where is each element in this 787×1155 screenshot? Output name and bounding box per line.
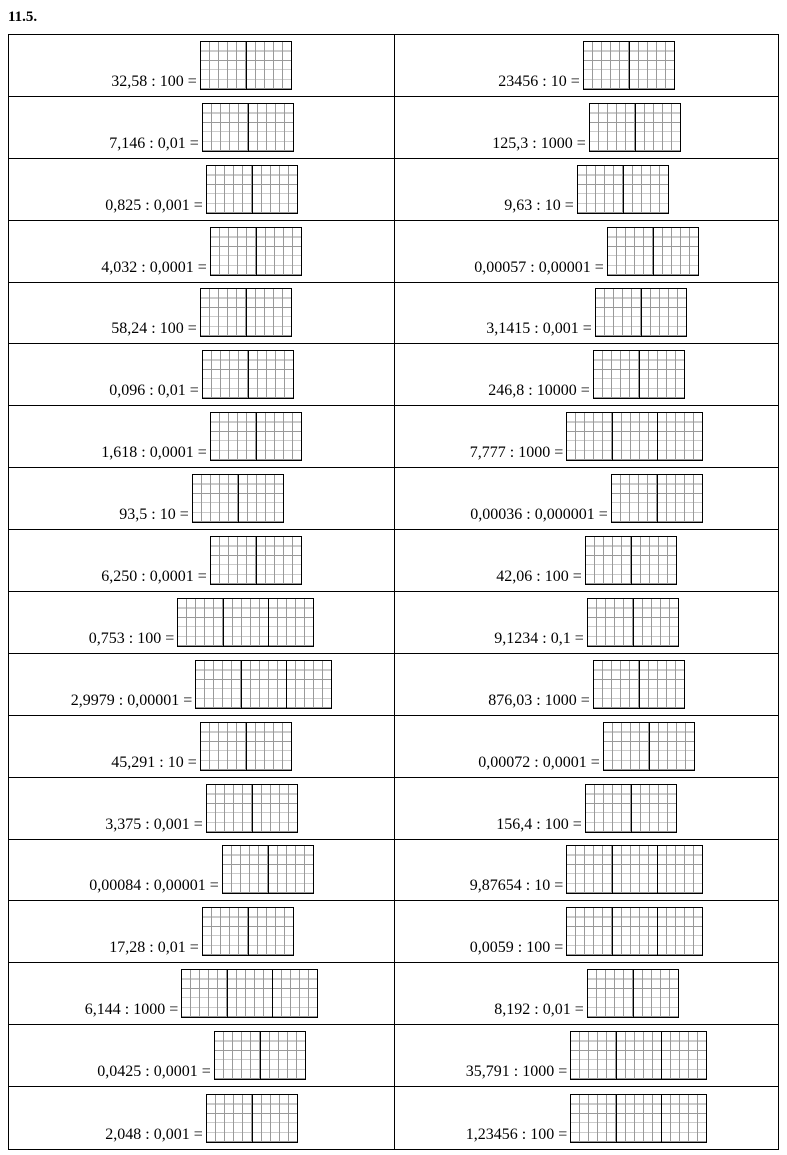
exercise-cell [395,963,778,1025]
exercise-item [466,1031,707,1080]
expression-text: 93,5 : 10 = [119,506,189,524]
exercise-item [105,1094,297,1143]
answer-grid-box[interactable] [222,845,314,894]
expression-text: 0,0425 : 0,0001 = [97,1063,211,1081]
expression-text: 35,791 : 1000 = [465,1063,568,1081]
answer-digit-group[interactable] [193,475,238,522]
exercise-item [498,41,674,90]
exercise-item [470,474,702,523]
exercise-cell [9,1025,395,1087]
answer-grid-box[interactable] [200,41,292,90]
answer-digit-group[interactable] [608,228,653,275]
answer-digit-group[interactable] [612,413,657,460]
answer-digit-group[interactable] [246,723,291,770]
answer-grid-box[interactable] [611,474,703,523]
answer-grid-box[interactable] [181,969,318,1018]
answer-digit-group[interactable] [256,228,301,275]
expression-text: 0,00084 : 0,00001 = [89,877,219,895]
expression-text: 7,146 : 0,01 = [109,134,199,152]
answer-digit-group[interactable] [584,42,629,89]
answer-digit-group[interactable] [661,1095,706,1142]
exercise-cell [395,1025,778,1087]
exercise-item [111,288,291,337]
answer-digit-group[interactable] [604,723,649,770]
answer-digit-group[interactable] [623,166,668,213]
exercise-cell [395,221,778,283]
exercise-item [488,350,684,399]
exercise-item [97,1031,305,1080]
answer-digit-group[interactable] [616,1095,661,1142]
exercise-cell [395,35,778,97]
answer-grid-box[interactable] [593,350,685,399]
answer-grid-box[interactable] [202,907,294,956]
answer-digit-group[interactable] [631,785,676,832]
exercise-item [492,103,680,152]
answer-grid-box[interactable] [210,412,302,461]
exercise-cell [9,592,395,654]
answer-digit-group[interactable] [246,289,291,336]
expression-text: 156,4 : 100 = [496,815,582,833]
answer-digit-group[interactable] [590,104,635,151]
expression-text: 246,8 : 10000 = [488,382,590,400]
expression-text: 6,250 : 0,0001 = [101,568,207,585]
answer-digit-group[interactable] [657,908,702,955]
exercise-item [488,660,684,709]
answer-grid-box[interactable] [206,165,298,214]
answer-digit-group[interactable] [203,908,248,955]
expression-text: 2,9979 : 0,00001 = [70,691,193,709]
expression-text: 0,0059 : 100 = [469,939,564,957]
exercise-item [109,350,293,399]
expression-text: 6,144 : 1000 = [84,1001,179,1019]
exercise-item [109,103,293,152]
expression-text: 32,58 : 100 = [111,72,197,90]
answer-digit-group[interactable] [578,166,623,213]
answer-digit-group[interactable] [201,723,246,770]
exercise-cell [395,530,778,592]
answer-digit-group[interactable] [661,1032,706,1079]
exercise-item [486,288,686,337]
answer-digit-group[interactable] [260,1032,305,1079]
exercise-cell [9,901,395,963]
expression-text: 0,00072 : 0,0001 = [478,753,600,771]
exercise-item [494,598,678,647]
answer-digit-group[interactable] [649,723,694,770]
answer-grid-box[interactable] [577,165,669,214]
answer-digit-group[interactable] [207,1095,252,1142]
answer-digit-group[interactable] [286,661,331,708]
answer-grid-box[interactable] [585,536,677,585]
expression-text: 58,24 : 100 = [111,320,197,338]
expression-text: 0,00057 : 0,00001 = [474,258,604,276]
answer-digit-group[interactable] [612,475,657,522]
answer-digit-group[interactable] [246,42,291,89]
answer-digit-group[interactable] [657,413,702,460]
answer-grid-box[interactable] [570,1094,707,1143]
answer-digit-group[interactable] [248,351,293,398]
exercise-cell [9,840,395,902]
exercise-item [105,784,297,833]
answer-grid-box[interactable] [214,1031,306,1080]
expression-text: 0,096 : 0,01 = [109,382,199,400]
expression-text: 0,753 : 100 = [88,629,175,647]
exercise-cell [9,716,395,778]
expression-text: 4,032 : 0,0001 = [101,258,207,276]
answer-digit-group[interactable] [196,661,241,708]
exercise-cell [9,344,395,406]
answer-grid-box[interactable] [587,969,679,1018]
answer-digit-group[interactable] [252,785,297,832]
expression-text: 9,1234 : 0,1 = [494,629,584,647]
answer-grid-box[interactable] [200,288,292,337]
answer-digit-group[interactable] [633,970,678,1017]
answer-digit-group[interactable] [211,228,256,275]
answer-grid-box[interactable] [589,103,681,152]
answer-digit-group[interactable] [633,599,678,646]
exercise-item [111,722,291,771]
answer-digit-group[interactable] [223,599,268,646]
exercise-item [71,660,332,709]
answer-digit-group[interactable] [201,42,246,89]
answer-digit-group[interactable] [567,908,612,955]
answer-grid-box[interactable] [200,722,292,771]
exercise-cell [395,1087,778,1149]
answer-digit-group[interactable] [211,537,256,584]
exercise-table [8,34,779,1150]
answer-grid-box[interactable] [566,907,703,956]
expression-text: 8,192 : 0,01 = [494,1001,584,1019]
exercise-cell [9,654,395,716]
answer-digit-group[interactable] [227,970,272,1017]
answer-digit-group[interactable] [586,785,631,832]
exercise-item [494,969,678,1018]
answer-grid-box[interactable] [206,1094,298,1143]
answer-digit-group[interactable] [215,1032,260,1079]
answer-grid-box[interactable] [202,350,294,399]
answer-grid-box[interactable] [607,227,699,276]
exercise-item [470,412,703,461]
answer-digit-group[interactable] [248,908,293,955]
exercise-cell [9,221,395,283]
answer-digit-group[interactable] [567,413,612,460]
answer-grid-box[interactable] [566,412,703,461]
exercise-cell [395,778,778,840]
expression-text: 9,87654 : 10 = [469,877,564,895]
exercise-item [89,845,313,894]
answer-digit-group[interactable] [223,846,268,893]
exercise-cell [9,97,395,159]
answer-grid-box[interactable] [202,103,294,152]
answer-digit-group[interactable] [588,970,633,1017]
answer-digit-group[interactable] [207,785,252,832]
answer-digit-group[interactable] [178,599,223,646]
exercise-item [496,784,676,833]
exercise-item [466,1094,707,1143]
answer-digit-group[interactable] [203,104,248,151]
exercise-cell [9,530,395,592]
exercise-item [470,907,703,956]
answer-digit-group[interactable] [252,1095,297,1142]
answer-digit-group[interactable] [248,104,293,151]
answer-digit-group[interactable] [586,537,631,584]
expression-text: 3,1415 : 0,001 = [486,320,592,338]
answer-digit-group[interactable] [657,475,702,522]
answer-digit-group[interactable] [182,970,227,1017]
expression-text: 0,825 : 0,001 = [105,196,203,214]
answer-grid-box[interactable] [593,660,685,709]
exercise-item [101,412,301,461]
answer-digit-group[interactable] [631,537,676,584]
answer-grid-box[interactable] [583,41,675,90]
answer-digit-group[interactable] [256,537,301,584]
expression-text: 3,375 : 0,001 = [105,815,203,833]
expression-text: 7,777 : 1000 = [469,444,564,462]
answer-digit-group[interactable] [657,846,702,893]
exercise-title: 11.5. [8,9,38,25]
answer-grid-box[interactable] [210,536,302,585]
answer-grid-box[interactable] [210,227,302,276]
answer-grid-box[interactable] [570,1031,707,1080]
answer-digit-group[interactable] [629,42,674,89]
answer-grid-box[interactable] [192,474,284,523]
expression-text: 23456 : 10 = [498,72,580,90]
exercise-item [119,474,283,523]
exercise-item [109,907,293,956]
exercise-cell [395,344,778,406]
exercise-item [111,41,291,90]
expression-text: 1,618 : 0,0001 = [101,444,207,462]
exercise-cell [395,159,778,221]
exercise-cell [395,901,778,963]
exercise-cell [9,963,395,1025]
answer-grid-box[interactable] [177,598,314,647]
answer-digit-group[interactable] [252,166,297,213]
expression-text: 9,63 : 10 = [504,196,574,214]
exercise-item [474,227,698,276]
exercise-cell [9,778,395,840]
expression-text: 42,06 : 100 = [496,568,582,585]
exercise-cell [395,840,778,902]
answer-digit-group[interactable] [203,351,248,398]
expression-text: 1,23456 : 100 = [465,1126,568,1143]
answer-digit-group[interactable] [612,846,657,893]
expression-text: 876,03 : 1000 = [488,691,590,709]
answer-grid-box[interactable] [195,660,332,709]
exercise-cell [9,283,395,345]
answer-digit-group[interactable] [207,166,252,213]
expression-text: 0,00036 : 0,000001 = [470,506,608,524]
exercise-item [105,165,297,214]
answer-digit-group[interactable] [596,289,641,336]
expression-text: 2,048 : 0,001 = [105,1126,203,1143]
exercise-item [478,722,694,771]
answer-grid-box[interactable] [603,722,695,771]
expression-text: 45,291 : 10 = [111,753,197,771]
exercise-item [101,536,301,585]
answer-digit-group[interactable] [639,351,684,398]
exercise-cell [9,406,395,468]
exercise-cell [9,468,395,530]
answer-digit-group[interactable] [571,1095,616,1142]
answer-digit-group[interactable] [616,1032,661,1079]
exercise-cell [395,468,778,530]
answer-digit-group[interactable] [238,475,283,522]
exercise-item [85,969,318,1018]
answer-digit-group[interactable] [653,228,698,275]
answer-digit-group[interactable] [641,289,686,336]
answer-digit-group[interactable] [639,661,684,708]
exercise-cell [395,592,778,654]
answer-grid-box[interactable] [595,288,687,337]
answer-digit-group[interactable] [268,599,313,646]
answer-digit-group[interactable] [256,413,301,460]
expression-text: 17,28 : 0,01 = [109,939,199,957]
answer-digit-group[interactable] [567,846,612,893]
exercise-item [89,598,314,647]
exercise-item [470,845,703,894]
exercise-item [101,227,301,276]
answer-digit-group[interactable] [612,908,657,955]
answer-grid-box[interactable] [585,784,677,833]
answer-digit-group[interactable] [594,351,639,398]
answer-digit-group[interactable] [268,846,313,893]
answer-grid-box[interactable] [587,598,679,647]
answer-digit-group[interactable] [272,970,317,1017]
answer-digit-group[interactable] [201,289,246,336]
answer-digit-group[interactable] [588,599,633,646]
exercise-item [496,536,676,585]
answer-grid-box[interactable] [566,845,703,894]
answer-digit-group[interactable] [211,413,256,460]
answer-digit-group[interactable] [635,104,680,151]
exercise-cell [395,283,778,345]
exercise-item [504,165,668,214]
exercise-cell [395,97,778,159]
exercise-cell [395,654,778,716]
answer-digit-group[interactable] [594,661,639,708]
exercise-cell [9,1087,395,1149]
expression-text: 125,3 : 1000 = [492,134,586,152]
answer-digit-group[interactable] [571,1032,616,1079]
exercise-cell [9,35,395,97]
exercise-cell [9,159,395,221]
exercise-cell [395,406,778,468]
exercise-cell [395,716,778,778]
answer-grid-box[interactable] [206,784,298,833]
answer-digit-group[interactable] [241,661,286,708]
